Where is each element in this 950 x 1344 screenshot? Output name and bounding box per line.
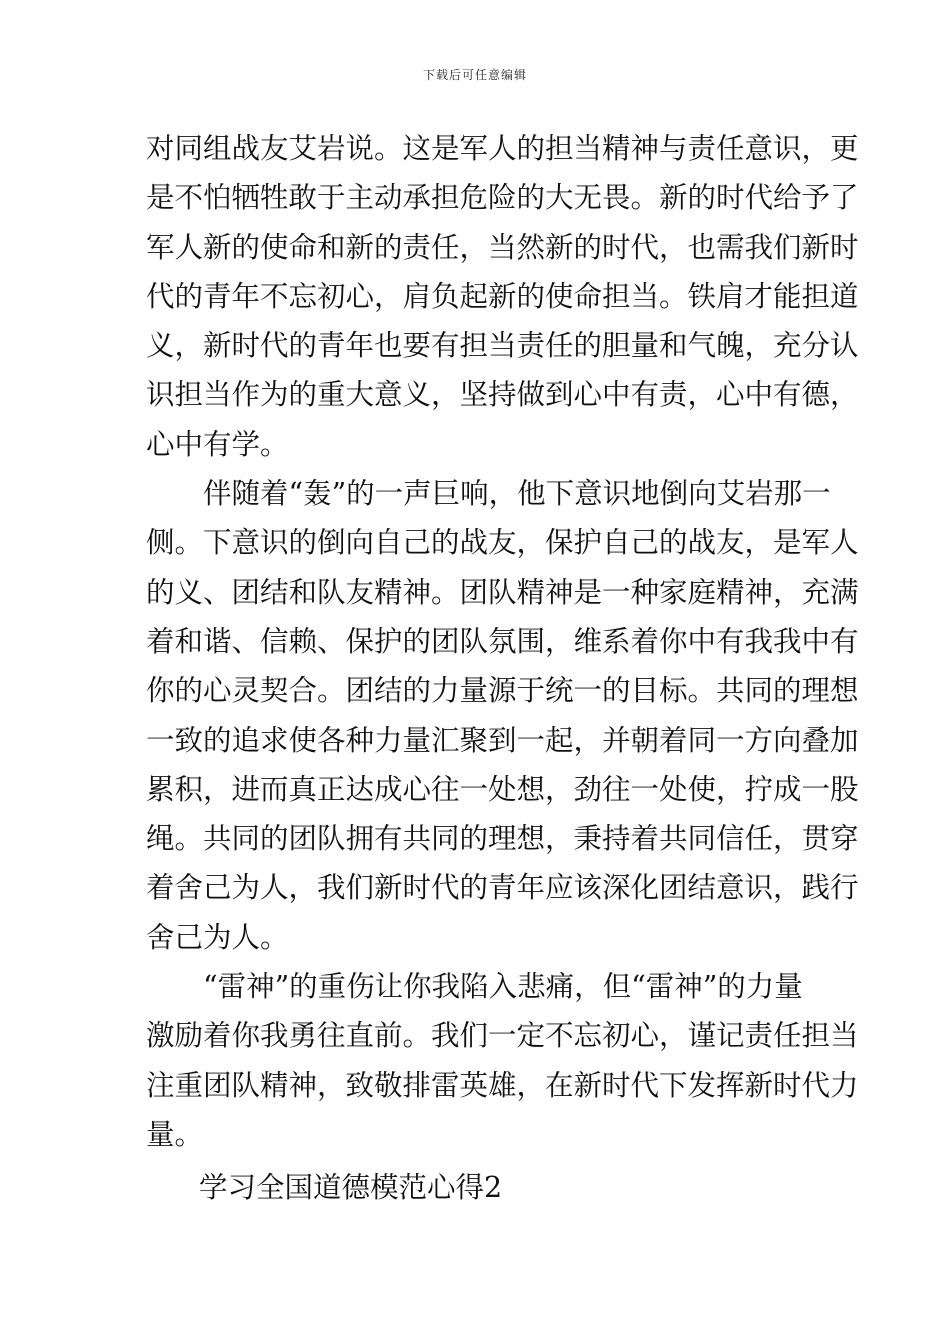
text-line: 注重团队精神，致敬排雷英雄，在新时代下发挥新时代力 (146, 1068, 859, 1102)
text-line: 识担当作为的重大意义，坚持做到心中有责，心中有德， (146, 378, 859, 412)
text-line: 激励着你我勇往直前。我们一定不忘初心，谨记责任担当 (146, 1019, 859, 1053)
paragraph-1 (146, 124, 859, 469)
text-line: 你的心灵契合。团结的力量源于统一的目标。共同的理想 (146, 674, 859, 708)
text-line: 侧。下意识的倒向自己的战友，保护自己的战友，是军人 (146, 526, 859, 560)
paragraph-3 (146, 962, 859, 1159)
section-heading: 学习全国道德模范心得2 (199, 1171, 503, 1205)
text-line: 对同组战友艾岩说。这是军人的担当精神与责任意识，更 (146, 132, 859, 165)
paragraph-2 (146, 469, 859, 962)
text-line: 量。 (146, 1117, 204, 1151)
text-line: 绳。共同的团队拥有共同的理想，秉持着共同信任，贯穿 (146, 822, 859, 856)
text-line: 代的青年不忘初心，肩负起新的使命担当。铁肩才能担道 (146, 279, 859, 313)
text-line-first: “雷神”的重伤让你我陷入悲痛，但“雷神”的力量 (203, 970, 803, 1004)
text-line: 义，新时代的青年也要有担当责任的胆量和气魄，充分认 (146, 329, 859, 363)
text-line-first: 伴随着“轰”的一声巨响，他下意识地倒向艾岩那一 (203, 477, 831, 511)
text-line: 着和谐、信赖、保护的团队氛围，维系着你中有我我中有 (146, 624, 859, 658)
text-line: 着舍己为人，我们新时代的青年应该深化团结意识，践行 (146, 871, 859, 905)
text-line: 军人新的使命和新的责任，当然新的时代，也需我们新时 (146, 230, 859, 264)
text-line: 舍己为人。 (146, 920, 289, 954)
page-header: 下载后可任意编辑 (422, 68, 527, 82)
text-line: 一致的追求使各种力量汇聚到一起，并朝着同一方向叠加 (146, 723, 859, 757)
text-line: 是不怕牺牲敢于主动承担危险的大无畏。新的时代给予了 (146, 181, 859, 215)
text-line: 的义、团结和队友精神。团队精神是一种家庭精神，充满 (146, 575, 859, 609)
text-line: 心中有学。 (146, 427, 289, 461)
text-line: 累积，进而真正达成心往一处想，劲往一处使，拧成一股 (146, 772, 859, 806)
document-body (146, 124, 859, 1213)
